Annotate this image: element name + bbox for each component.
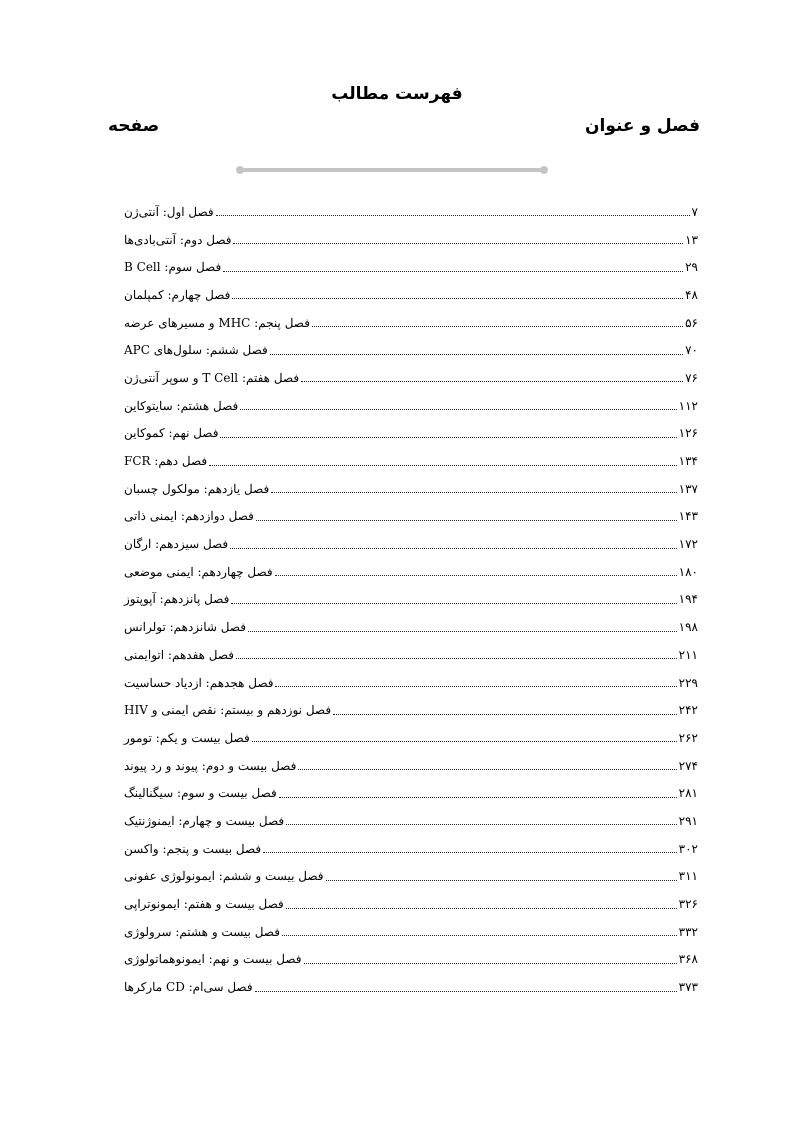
dot-leader bbox=[232, 298, 683, 299]
toc-entry[interactable] bbox=[122, 613, 700, 641]
toc-entry[interactable] bbox=[122, 586, 700, 614]
toc-entry-title: فصل بیست و هفتم: ایمونوتراپی bbox=[124, 897, 284, 912]
toc-entry-title: فصل سی‌ام: CD مارکرها bbox=[124, 980, 253, 995]
toc-entry-title: فصل هفتم: T Cell و سوپر آنتی‌ژن bbox=[124, 370, 300, 385]
toc-entry-page-number: ۲۴۲ bbox=[678, 703, 698, 718]
dot-leader bbox=[270, 354, 683, 355]
toc-entry[interactable] bbox=[122, 530, 700, 558]
toc-entry-page-number: ۲۱۱ bbox=[678, 647, 698, 662]
dot-leader bbox=[286, 824, 677, 825]
toc-entry-title: فصل بیست و سوم: سیگنالینگ bbox=[124, 786, 277, 801]
dot-leader bbox=[209, 465, 677, 466]
toc-entry[interactable] bbox=[122, 198, 700, 226]
toc-entry-title: فصل نوزدهم و بیستم: نقص ایمنی و HIV bbox=[124, 703, 332, 718]
toc-entry-page-number: ۱۷۲ bbox=[678, 537, 698, 552]
toc-entry-title: فصل بیست و یکم: تومور bbox=[124, 730, 250, 745]
dot-leader bbox=[233, 243, 683, 244]
toc-entry-page-number: ۱۸۰ bbox=[678, 564, 698, 579]
toc-entry-page-number: ۲۹ bbox=[685, 260, 698, 275]
toc-entry-title: فصل هجدهم: ازدیاد حساسیت bbox=[124, 675, 274, 690]
dot-leader bbox=[312, 326, 683, 327]
toc-entry[interactable] bbox=[122, 281, 700, 309]
toc-entry-title: فصل سوم: B Cell bbox=[124, 260, 222, 275]
toc-entry[interactable] bbox=[122, 696, 700, 724]
toc-entry[interactable] bbox=[122, 226, 700, 254]
toc-entry-page-number: ۷ bbox=[691, 204, 698, 219]
toc-entry-page-number: ۳۳۲ bbox=[678, 924, 698, 939]
dot-leader bbox=[326, 880, 677, 881]
dot-leader bbox=[282, 935, 677, 936]
toc-entry-page-number: ۳۱۱ bbox=[678, 869, 698, 884]
toc-entry-page-number: ۷۰ bbox=[685, 343, 698, 358]
toc-entry-title: فصل یازدهم: مولکول چسبان bbox=[124, 481, 270, 496]
toc-entry-page-number: ۲۹۱ bbox=[678, 813, 698, 828]
dot-leader bbox=[223, 271, 683, 272]
dot-leader bbox=[279, 797, 677, 798]
toc-entry[interactable] bbox=[122, 946, 700, 974]
toc-entry-page-number: ۱۳ bbox=[685, 232, 698, 247]
toc-entry[interactable] bbox=[122, 364, 700, 392]
dot-leader bbox=[256, 520, 677, 521]
table-of-contents bbox=[122, 198, 700, 1001]
toc-entry-title: فصل چهارم: کمپلمان bbox=[124, 287, 231, 302]
page-column-header: صفحه bbox=[108, 116, 160, 136]
dot-leader bbox=[298, 769, 676, 770]
dot-leader bbox=[271, 492, 676, 493]
dot-leader bbox=[248, 631, 677, 632]
toc-entry-title: فصل پنجم: MHC و مسیرهای عرضه bbox=[124, 315, 310, 330]
toc-entry-title: فصل دهم: FCR bbox=[124, 454, 208, 469]
toc-entry-title: فصل بیست و ششم: ایمونولوژی عفونی bbox=[124, 869, 324, 884]
toc-entry[interactable] bbox=[122, 392, 700, 420]
toc-entry-page-number: ۱۲۶ bbox=[678, 426, 698, 441]
dot-leader bbox=[263, 852, 677, 853]
dot-leader bbox=[236, 658, 677, 659]
chapter-title-column-header: فصل و عنوان bbox=[584, 116, 700, 136]
toc-entry[interactable] bbox=[122, 724, 700, 752]
toc-entry[interactable] bbox=[122, 641, 700, 669]
toc-entry-page-number: ۲۷۴ bbox=[678, 758, 698, 773]
toc-entry-page-number: ۳۶۸ bbox=[678, 952, 698, 967]
toc-entry-page-number: ۱۳۷ bbox=[678, 481, 698, 496]
toc-entry-title: فصل دوازدهم: ایمنی ذاتی bbox=[124, 509, 254, 524]
toc-entry[interactable] bbox=[122, 835, 700, 863]
toc-entry[interactable] bbox=[122, 558, 700, 586]
toc-entry-page-number: ۲۸۱ bbox=[678, 786, 698, 801]
dot-leader bbox=[304, 963, 677, 964]
toc-entry-title: فصل پانزدهم: آپوپتوز bbox=[124, 592, 230, 607]
toc-entry-title: فصل چهاردهم: ایمنی موضعی bbox=[124, 564, 273, 579]
dot-leader bbox=[286, 908, 677, 909]
toc-entry-page-number: ۵۶ bbox=[685, 315, 698, 330]
toc-entry-title: فصل هشتم: سایتوکاین bbox=[124, 398, 239, 413]
dot-leader bbox=[252, 741, 677, 742]
decorative-divider bbox=[236, 166, 548, 174]
toc-entry-page-number: ۲۶۲ bbox=[678, 730, 698, 745]
toc-entry[interactable] bbox=[122, 447, 700, 475]
toc-entry-page-number: ۳۷۳ bbox=[678, 980, 698, 995]
toc-entry[interactable] bbox=[122, 973, 700, 1001]
dot-leader bbox=[231, 603, 676, 604]
toc-entry-page-number: ۱۴۳ bbox=[678, 509, 698, 524]
toc-entry-page-number: ۳۰۲ bbox=[678, 841, 698, 856]
dot-leader bbox=[240, 409, 676, 410]
page-title: فهرست مطالب bbox=[331, 84, 463, 104]
toc-entry[interactable] bbox=[122, 752, 700, 780]
toc-entry-title: فصل بیست و دوم: پیوند و رد پیوند bbox=[124, 758, 297, 773]
toc-entry[interactable] bbox=[122, 336, 700, 364]
toc-entry-title: فصل اول: آنتی‌ژن bbox=[124, 204, 214, 219]
dot-leader bbox=[255, 991, 677, 992]
toc-entry-title: فصل دوم: آنتی‌بادی‌ها bbox=[124, 232, 232, 247]
toc-entry[interactable] bbox=[122, 863, 700, 891]
toc-entry[interactable] bbox=[122, 890, 700, 918]
toc-entry-page-number: ۱۳۴ bbox=[678, 454, 698, 469]
toc-entry[interactable] bbox=[122, 918, 700, 946]
dot-leader bbox=[301, 381, 683, 382]
toc-entry-page-number: ۱۱۲ bbox=[678, 398, 698, 413]
toc-entry-title: فصل سیزدهم: ارگان bbox=[124, 537, 229, 552]
toc-entry-page-number: ۴۸ bbox=[685, 287, 698, 302]
dot-leader bbox=[275, 575, 677, 576]
dot-leader bbox=[333, 714, 677, 715]
toc-entry[interactable] bbox=[122, 779, 700, 807]
dot-leader bbox=[275, 686, 676, 687]
toc-entry-page-number: ۲۲۹ bbox=[678, 675, 698, 690]
toc-entry[interactable] bbox=[122, 807, 700, 835]
toc-entry-page-number: ۱۹۴ bbox=[678, 592, 698, 607]
toc-entry-title: فصل بیست و نهم: ایمونوهماتولوژی bbox=[124, 952, 302, 967]
divider-dot-left bbox=[236, 166, 244, 174]
toc-entry[interactable] bbox=[122, 503, 700, 531]
toc-entry[interactable] bbox=[122, 669, 700, 697]
dot-leader bbox=[220, 437, 676, 438]
toc-entry-page-number: ۳۲۶ bbox=[678, 897, 698, 912]
divider-dot-right bbox=[540, 166, 548, 174]
toc-entry-title: فصل نهم: کموکاین bbox=[124, 426, 219, 441]
toc-entry-title: فصل ششم: سلول‌های APC bbox=[124, 343, 268, 358]
toc-entry-title: فصل بیست و چهارم: ایمنوژنتیک bbox=[124, 813, 285, 828]
toc-entry-title: فصل بیست و هشتم: سرولوژی bbox=[124, 924, 280, 939]
toc-entry-title: فصل شانزدهم: تولرانس bbox=[124, 620, 247, 635]
toc-entry-page-number: ۱۹۸ bbox=[678, 620, 698, 635]
dot-leader bbox=[216, 215, 690, 216]
toc-entry[interactable] bbox=[122, 420, 700, 448]
dot-leader bbox=[230, 548, 676, 549]
toc-entry[interactable] bbox=[122, 475, 700, 503]
toc-entry-title: فصل هفدهم: اتوایمنی bbox=[124, 647, 235, 662]
toc-entry-title: فصل بیست و پنجم: واکسن bbox=[124, 841, 262, 856]
divider-bar bbox=[240, 168, 544, 172]
toc-entry[interactable] bbox=[122, 253, 700, 281]
toc-entry[interactable] bbox=[122, 309, 700, 337]
toc-entry-page-number: ۷۶ bbox=[685, 370, 698, 385]
